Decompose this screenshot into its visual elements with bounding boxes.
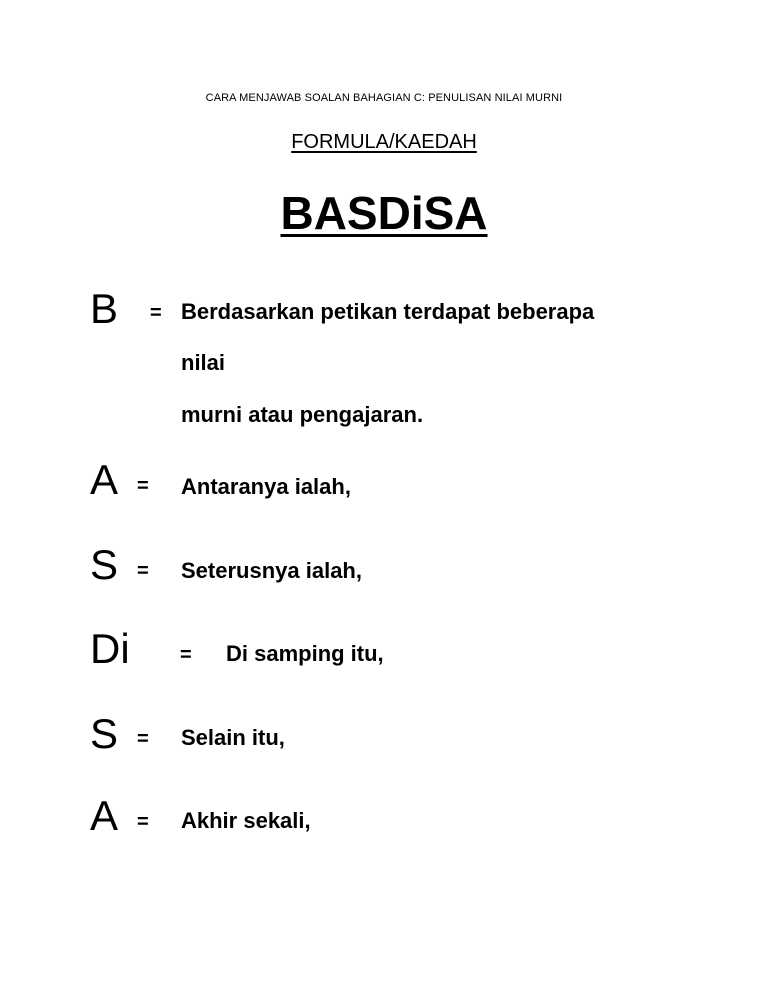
meaning-line: Berdasarkan petikan terdapat beberapa: [181, 299, 595, 324]
equals-sign: =: [137, 811, 149, 833]
document-header: CARA MENJAWAB SOALAN BAHAGIAN C: PENULISAN NILAI MURNI: [205, 92, 563, 104]
acronym-letter-a: A: [90, 456, 119, 503]
equals-sign: =: [137, 475, 149, 497]
acronym-title: BASDiSA: [280, 187, 488, 239]
formula-title: FORMULA/KAEDAH: [291, 131, 477, 153]
acronym-letter-s: S: [90, 710, 119, 757]
acronym-letter-b: B: [90, 285, 119, 332]
meaning-line: Akhir sekali,: [181, 808, 311, 833]
equals-sign: =: [180, 644, 192, 666]
equals-sign: =: [150, 302, 162, 324]
meaning-line: nilai: [181, 350, 226, 375]
meaning-line: Seterusnya ialah,: [181, 558, 362, 583]
meaning-line: Antaranya ialah,: [181, 474, 351, 499]
meaning-line: Di samping itu,: [226, 641, 384, 666]
acronym-letter-di: Di: [90, 625, 130, 672]
equals-sign: =: [137, 560, 149, 582]
meaning-line: Selain itu,: [181, 725, 285, 750]
acronym-letter-s: S: [90, 541, 119, 588]
acronym-letter-a: A: [90, 792, 119, 839]
equals-sign: =: [137, 728, 149, 750]
meaning-line: murni atau pengajaran.: [181, 402, 424, 427]
